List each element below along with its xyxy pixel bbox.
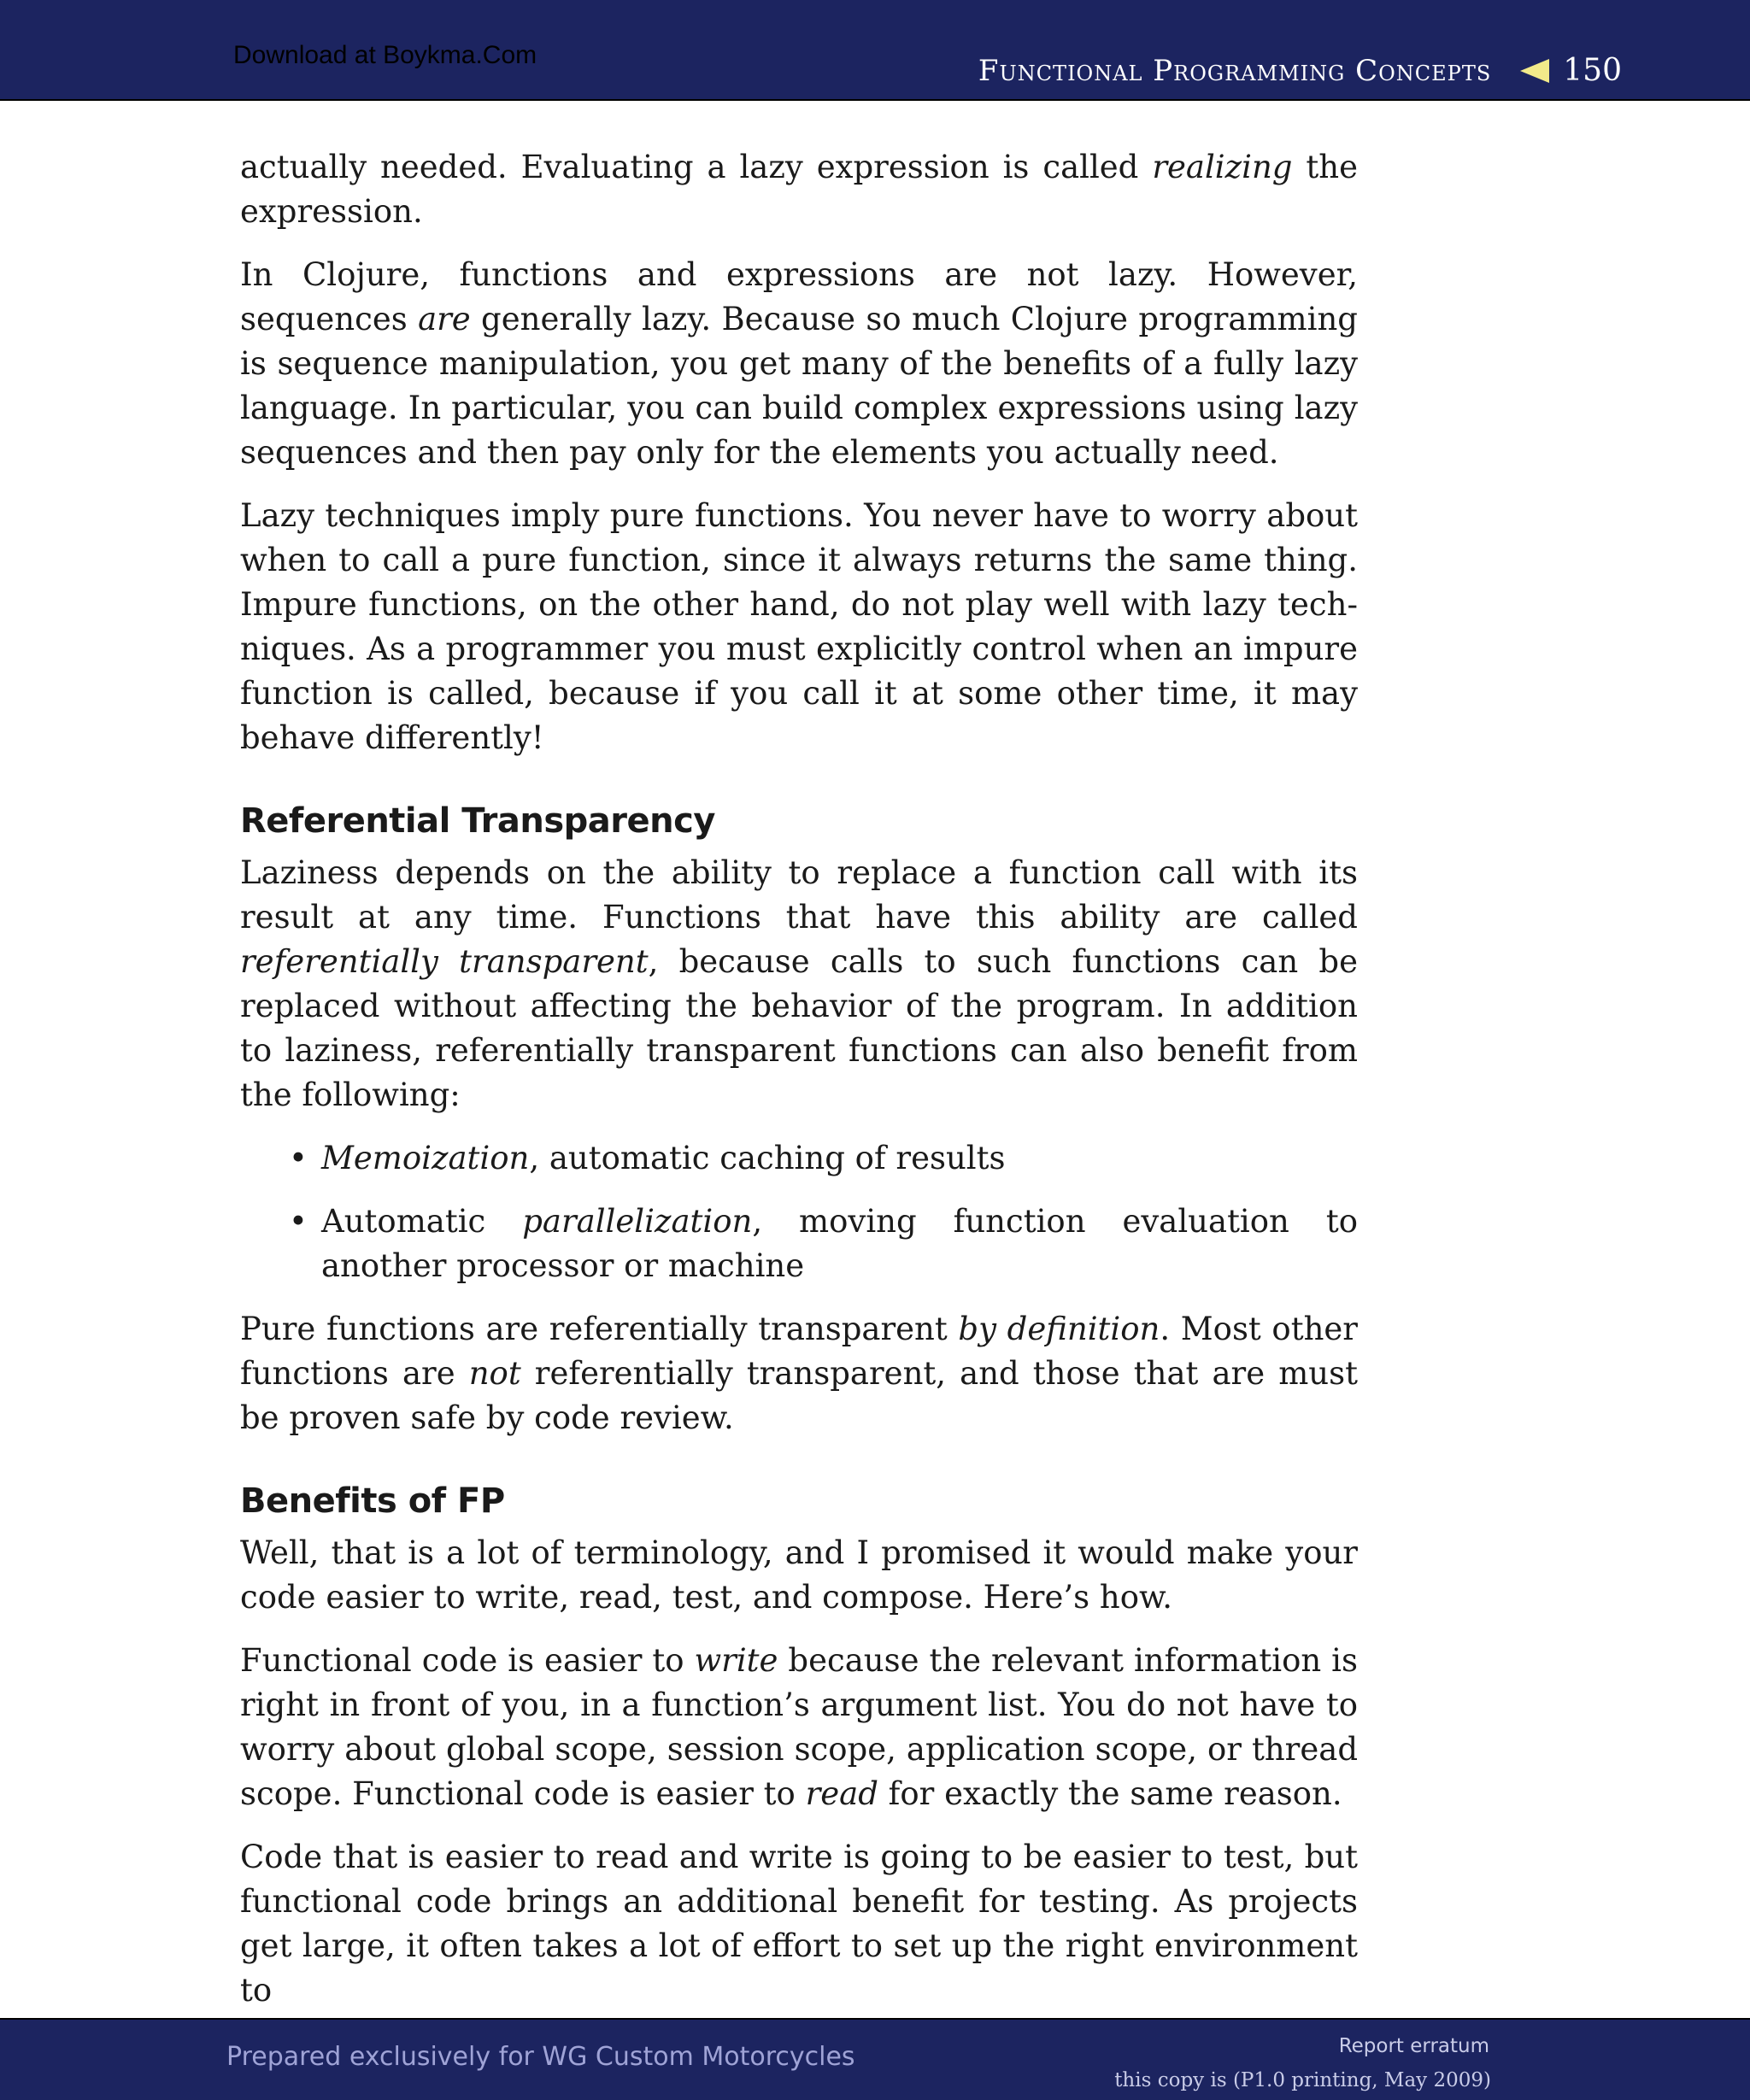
chapter-title: Functional Programming Concepts [978,53,1492,88]
page-header [0,0,1750,101]
paragraph: Well, that is a lot of terminology, and I promised it would make your code easier to write, read, test, and compose. Here’s how. [240,1534,1358,1616]
printing-info: this copy is (P1.0 printing, May 2009) [1114,2069,1491,2091]
paragraph: Lazy techniques imply pure functions. You never have to worry about when to call a pure function, since it always returns the same thing. Impure functions, on the other hand, do not play well with lazy techniques. As a programmer you must explicitly control when an impure function is called, because if you call it at some other time, it may behave differently! [240,497,1358,756]
list-item: • Memoization, automatic caching of results [321,1136,1358,1181]
section-heading-referential-transparency: Referential Transparency [240,801,715,841]
paragraph: Laziness depends on the ability to replace a function call with its result at any time. Functions that have this ability are called referentially transparent, because calls to such functions can be replaced without affecting the behavior of the program. In addition to laziness, referentially transparent functions can also benefit from the following: [240,854,1359,1113]
prepared-for-notice: Prepared exclusively for WG Custom Motorcycles [226,2042,855,2072]
running-head [978,53,1622,88]
page-footer [0,2018,1750,2100]
bullet-list [240,1136,1358,1288]
download-watermark: Download at Boykma.Com [233,41,537,69]
paragraph: Functional code is easier to write because the relevant information is right in front of you, in a function’s argument list. You do not have to worry about global scope, session scope, application scope, or thread scope. Functional code is easier to read for exactly the same reason. [240,1642,1359,1812]
report-erratum-link[interactable]: Report erratum [1338,2035,1489,2057]
paragraph: Code that is easier to read and write is going to be easier to test, but functional code brings an additional benefit for testing. As projects get large, it often takes a lot of effort to set up the right environment to [240,1839,1358,2009]
paragraph: actually needed. Evaluating a lazy expression is called realizing the expression. [240,149,1359,230]
left-triangle-arrow-icon[interactable] [1520,59,1549,83]
page-number: 150 [1563,53,1622,88]
paragraph: In Clojure, functions and expressions are not lazy. However, sequences are generally lazy. Because so much Clojure programming is sequence manipulation, you get many of the benefits of a fully lazy language. In particular, you can build complex expressions using lazy sequences and then pay only for the elements you actually need. [240,256,1358,471]
page-body [240,145,1358,2032]
section-heading-benefits-of-fp: Benefits of FP [240,1481,505,1521]
list-item: • Automatic parallelization, moving function evaluation to another processor or machine [321,1200,1358,1288]
paragraph: Pure functions are referentially transparent by definition. Most other functions are not referentially transparent, and those that are must be proven safe by code review. [240,1311,1358,1436]
